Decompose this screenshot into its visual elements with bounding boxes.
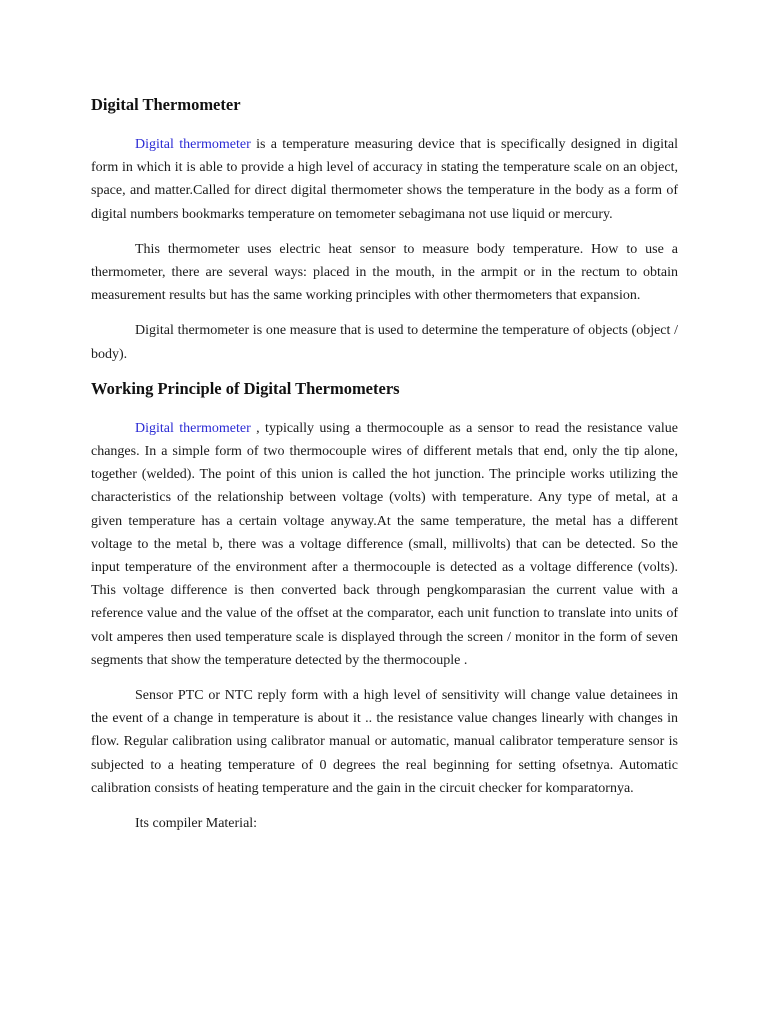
document-page (91, 94, 678, 847)
paragraph: Its compiler Material: (135, 816, 258, 832)
paragraph-text: is a temperature measuring device that is specifically designed in digital form in which it is able to provide a high level of accuracy in stating the temperature scale on an object, space, and matter.Called for direct digital thermometer shows the temperature in the body as a form of digital numbers bookmarks temperature on temometer sebagimana not use liquid or mercury. (91, 137, 678, 222)
paragraph-text: , typically using a thermocouple as a sensor to read the resistance value changes. In a simple form of two thermocouple wires of different metals that end, only the tip alone, together (welded). The point of this union is called the hot junction. The principle works utilizing the characteristics of the relationship between voltage (volts) with temperature. Any type of metal, at a given temperature has a certain voltage anyway.At the same temperature, the metal has a different voltage to the metal b, there was a voltage difference (small, millivolts) that can be detected. So the input temperature of the environment after a thermocouple is detected as a voltage difference (volts). This voltage difference is then converted back through pengkomparasian the current value with a reference value and the value of the offset at the comparator, each unit function to translate into units of volt amperes then used temperature scale is displayed through the screen / monitor in the form of seven segments that show the temperature detected by the thermocouple . (91, 420, 678, 668)
paragraph (91, 417, 678, 672)
paragraph: Digital thermometer is one measure that is used to determine the temperature of objects (object / body). (91, 323, 678, 362)
digital-thermometer-link[interactable]: Digital thermometer (135, 420, 251, 436)
section-heading-working-principle: Working Principle of Digital Thermometers (91, 378, 400, 398)
section-heading-digital-thermometer: Digital Thermometer (91, 95, 241, 114)
digital-thermometer-link[interactable]: Digital thermometer (135, 137, 251, 152)
paragraph (91, 133, 678, 226)
paragraph: This thermometer uses electric heat sensor to measure body temperature. How to use a thermometer, there are several ways: placed in the mouth, in the armpit or in the rectum to obtain measurement results but has the same working principles with other thermometers that expansion. (91, 241, 678, 304)
paragraph: Sensor PTC or NTC reply form with a high level of sensitivity will change value detainees in the event of a change in temperature is about it .. the resistance value changes linearly with changes in flow. Regular calibration using calibrator manual or automatic, manual calibrator temperature sensor is subjected to a heating temperature of 0 degrees the real beginning for setting ofsetnya. Automatic calibration consists of heating temperature and the gain in the circuit checker for komparatornya. (91, 688, 678, 796)
